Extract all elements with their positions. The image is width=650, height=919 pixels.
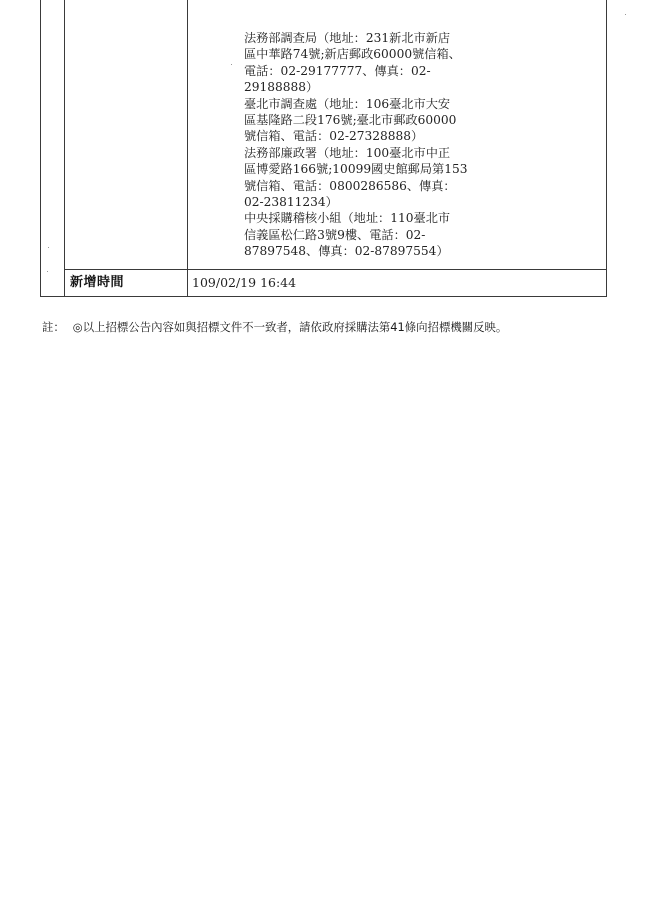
table-left-border	[40, 0, 41, 296]
contact-line: 區中華路74號;新店郵政60000號信箱、	[244, 47, 461, 62]
table-right-border	[606, 0, 607, 296]
contact-line: 法務部廉政署（地址：100臺北市中正	[244, 145, 451, 160]
scan-speck	[48, 247, 49, 248]
contact-line: 區博愛路166號;10099國史館郵局第153	[244, 162, 468, 177]
footnote-prefix: 註：	[42, 320, 65, 334]
contact-line: 中央採購稽核小組（地址：110臺北市	[244, 211, 451, 226]
table-column-divider	[187, 0, 188, 296]
table-row-divider	[64, 269, 606, 270]
table-inner-border	[64, 0, 65, 296]
contact-line: 電話：02-29177777、傳真：02-	[244, 63, 431, 78]
contact-line: 臺北市調查處（地址：106臺北市大安	[244, 96, 451, 111]
scan-speck	[231, 64, 232, 65]
footnote	[42, 319, 507, 335]
contact-line: 29188888）	[244, 80, 319, 95]
complaint-contacts	[244, 30, 474, 260]
added-time-label: 新增時間	[70, 275, 125, 290]
contact-line: 信義區松仁路3號9樓、電話：02-	[244, 227, 426, 242]
scan-speck	[47, 271, 48, 272]
footnote-text: ◎以上招標公告內容如與招標文件不一致者，請依政府採購法第41條向招標機關反映。	[72, 320, 508, 334]
contact-line: 87897548、傳真：02-87897554）	[244, 244, 449, 259]
added-time-value: 109/02/19 16:44	[192, 275, 297, 290]
contact-line: 號信箱、電話：0800286586、傳真：	[244, 178, 456, 193]
table-bottom-border	[40, 296, 607, 297]
contact-line: 02-23811234）	[244, 195, 338, 210]
contact-line: 區基隆路二段176號;臺北市郵政60000	[244, 113, 457, 128]
contact-line: 號信箱、電話：02-27328888）	[244, 129, 424, 144]
scan-speck	[625, 14, 626, 15]
contact-line: 法務部調查局（地址：231新北市新店	[244, 31, 451, 45]
